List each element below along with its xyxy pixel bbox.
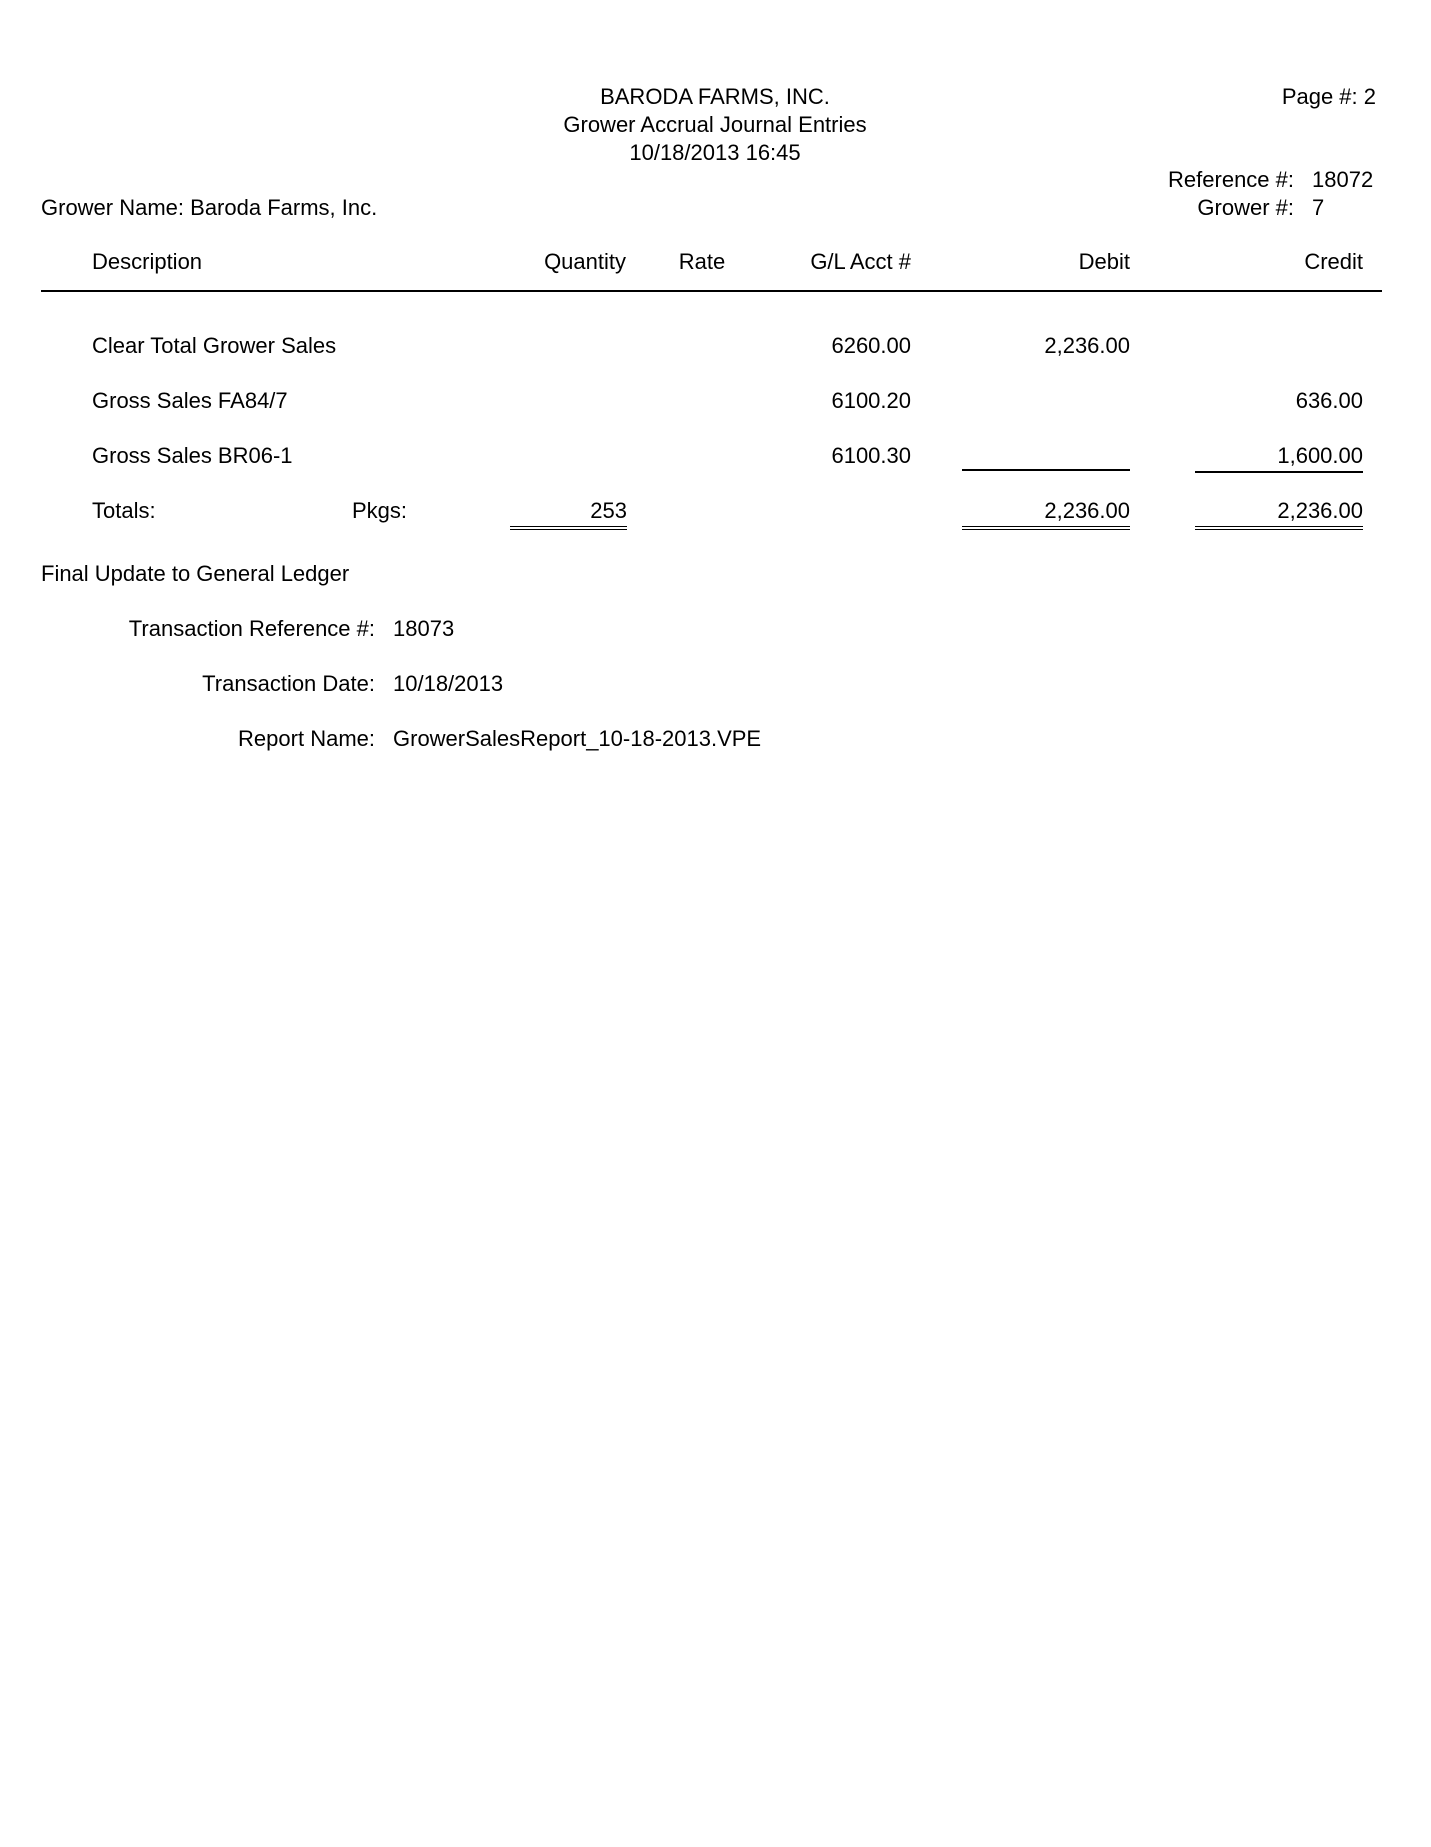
report-name-label: Report Name: (238, 726, 375, 751)
col-gl-acct: G/L Acct # (810, 249, 911, 274)
transaction-reference-label: Transaction Reference #: (128, 616, 375, 641)
row-2-gl-acct: 6100.20 (831, 388, 911, 413)
col-quantity: Quantity (544, 249, 626, 274)
row-3-gl-acct: 6100.30 (831, 443, 911, 468)
grower-name: Grower Name: Baroda Farms, Inc. (41, 195, 378, 220)
company-name: BARODA FARMS, INC. (600, 84, 830, 109)
totals-label: Totals: (92, 498, 156, 523)
reference-label: Reference #: (1168, 167, 1294, 192)
report-name-value: GrowerSalesReport_10-18-2013.VPE (393, 726, 762, 751)
row-2-description: Gross Sales FA84/7 (92, 388, 288, 413)
page-number: Page #: 2 (1281, 84, 1376, 109)
report-title: Grower Accrual Journal Entries (563, 112, 867, 137)
transaction-date-value: 10/18/2013 (393, 671, 504, 696)
row-3-description: Gross Sales BR06-1 (92, 443, 293, 468)
totals-credit: 2,236.00 (1195, 498, 1363, 530)
transaction-date-label: Transaction Date: (202, 671, 375, 696)
report-datetime: 10/18/2013 16:45 (629, 140, 801, 165)
col-description: Description (92, 249, 203, 274)
grower-number-label: Grower #: (1197, 195, 1294, 220)
col-debit: Debit (1078, 249, 1130, 274)
debit-subtotal-rule (962, 469, 1130, 471)
pkgs-label: Pkgs: (352, 498, 408, 523)
totals-quantity: 253 (510, 498, 627, 530)
reference-value: 18072 (1312, 167, 1374, 192)
col-rate: Rate (678, 249, 726, 274)
row-1-description: Clear Total Grower Sales (92, 333, 337, 358)
header-rule (41, 290, 1382, 292)
grower-number-value: 7 (1312, 195, 1325, 220)
row-3-credit: 1,600.00 (1195, 443, 1363, 473)
row-2-credit: 636.00 (1295, 388, 1363, 413)
row-1-debit: 2,236.00 (1044, 333, 1130, 358)
final-update-heading: Final Update to General Ledger (41, 561, 350, 586)
row-1-gl-acct: 6260.00 (831, 333, 911, 358)
transaction-reference-value: 18073 (393, 616, 455, 641)
totals-debit: 2,236.00 (962, 498, 1130, 530)
col-credit: Credit (1304, 249, 1363, 274)
